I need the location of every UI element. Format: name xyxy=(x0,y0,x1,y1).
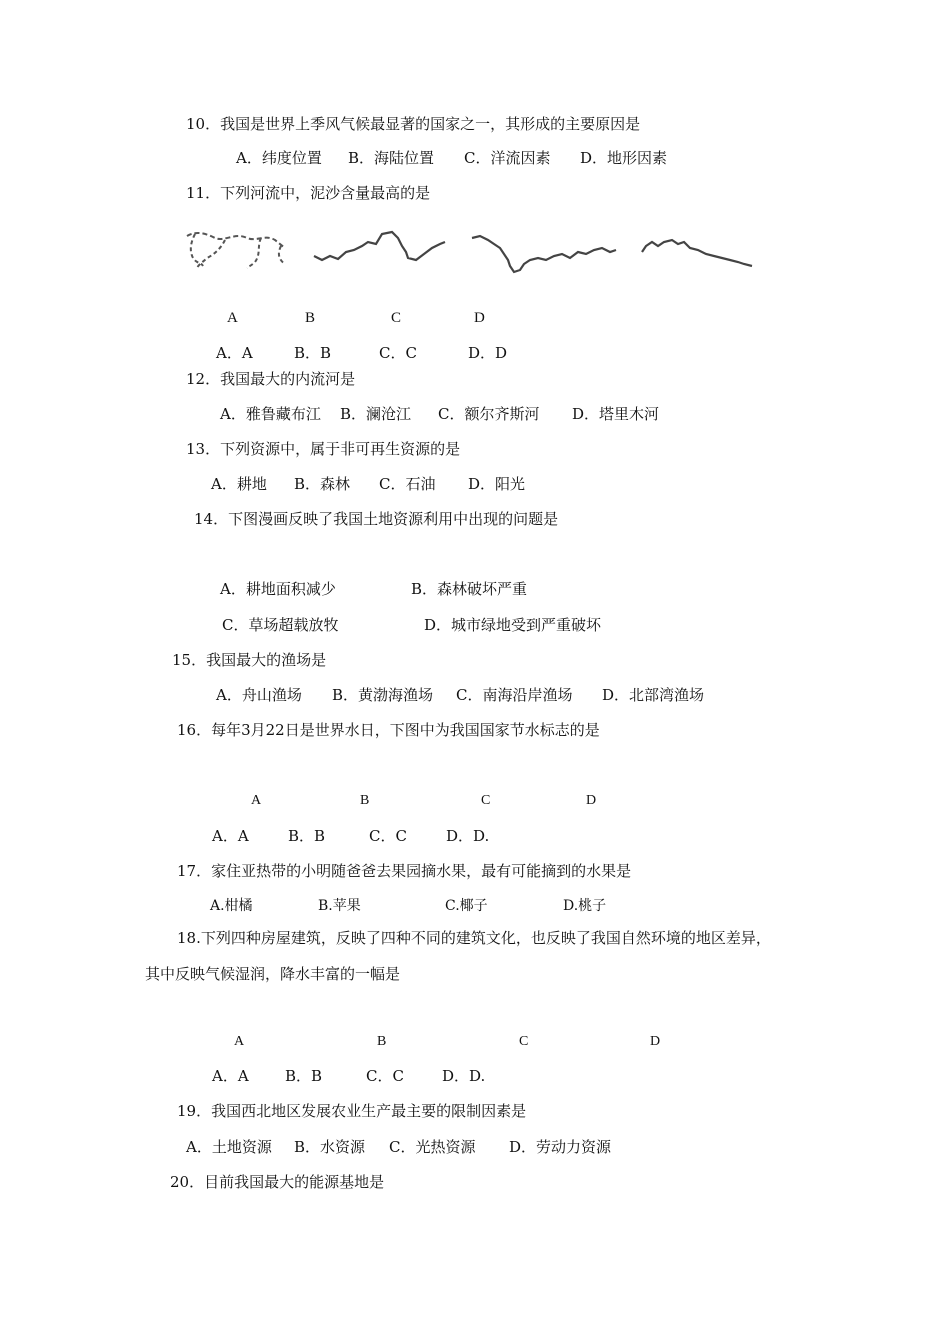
q15-option-c: C．南海沿岸渔场 xyxy=(456,686,573,704)
q10-option-a: A．纬度位置 xyxy=(236,149,322,167)
q19-option-a: A．土地资源 xyxy=(186,1138,272,1156)
q14-option-c: C．草场超载放牧 xyxy=(222,616,339,634)
q18-option-a: A．A xyxy=(212,1067,249,1085)
q16-option-d: D．D. xyxy=(446,827,490,845)
q16-figure-label-a: A xyxy=(251,793,262,808)
river-figure-c xyxy=(470,230,618,278)
question-20-stem: 20．目前我国最大的能源基地是 xyxy=(170,1173,385,1191)
q19-option-d: D．劳动力资源 xyxy=(509,1138,612,1156)
q19-option-b: B．水资源 xyxy=(294,1138,366,1156)
q11-option-b: B．B xyxy=(294,344,332,362)
q18-figure-label-c: C xyxy=(519,1034,529,1049)
q16-figure-label-b: B xyxy=(360,793,370,808)
q18-figure-label-a: A xyxy=(234,1034,245,1049)
q16-figure-label-d: D xyxy=(586,793,597,808)
q17-option-a: A.柑橘 xyxy=(210,898,253,914)
river-figure-b xyxy=(312,226,447,266)
q17-option-d: D.桃子 xyxy=(563,898,607,914)
q15-option-a: A．舟山渔场 xyxy=(216,686,302,704)
river-figure-a xyxy=(185,222,295,272)
q13-option-b: B．森林 xyxy=(294,475,351,493)
river-figure-d xyxy=(640,232,756,272)
q19-option-c: C．光热资源 xyxy=(389,1138,476,1156)
q10-option-c: C．洋流因素 xyxy=(464,149,551,167)
q12-option-c: C．额尔齐斯河 xyxy=(438,405,540,423)
question-10-stem: 10．我国是世界上季风气候最显著的国家之一，其形成的主要原因是 xyxy=(186,115,641,133)
q13-option-c: C．石油 xyxy=(379,475,436,493)
q16-option-b: B．B xyxy=(288,827,326,845)
q17-option-c: C.椰子 xyxy=(445,898,488,914)
q11-figure-label-a: A xyxy=(227,310,238,326)
q18-figure-label-b: B xyxy=(377,1034,387,1049)
q14-option-d: D．城市绿地受到严重破坏 xyxy=(424,616,602,634)
q16-figure-label-c: C xyxy=(481,793,491,808)
q12-option-d: D．塔里木河 xyxy=(572,405,660,423)
question-15-stem: 15．我国最大的渔场是 xyxy=(172,651,327,669)
q18-option-d: D．D. xyxy=(442,1067,486,1085)
q15-option-d: D．北部湾渔场 xyxy=(602,686,705,704)
q13-option-a: A．耕地 xyxy=(211,475,267,493)
q11-option-c: C．C xyxy=(379,344,417,362)
q11-option-d: D．D xyxy=(468,344,508,362)
q12-option-a: A．雅鲁藏布江 xyxy=(220,405,321,423)
question-13-stem: 13．下列资源中，属于非可再生资源的是 xyxy=(186,440,461,458)
q14-option-a: A．耕地面积减少 xyxy=(220,580,336,598)
q18-option-c: C．C xyxy=(366,1067,404,1085)
q18-option-b: B．B xyxy=(285,1067,323,1085)
question-14-stem: 14．下图漫画反映了我国土地资源利用中出现的问题是 xyxy=(194,510,559,528)
question-12-stem: 12．我国最大的内流河是 xyxy=(186,370,356,388)
question-19-stem: 19．我国西北地区发展农业生产最主要的限制因素是 xyxy=(177,1102,527,1120)
q11-figure-label-b: B xyxy=(305,310,316,326)
q17-option-b: B.苹果 xyxy=(318,898,361,914)
q16-option-a: A．A xyxy=(212,827,249,845)
q11-figure-label-d: D xyxy=(474,310,485,326)
q12-option-b: B．澜沧江 xyxy=(340,405,412,423)
q15-option-b: B．黄渤海渔场 xyxy=(332,686,434,704)
question-16-stem: 16．每年3月22日是世界水日，下图中为我国国家节水标志的是 xyxy=(177,721,600,739)
q14-option-b: B．森林破坏严重 xyxy=(411,580,528,598)
q10-option-d: D．地形因素 xyxy=(580,149,668,167)
q11-figure-label-c: C xyxy=(391,310,402,326)
q16-option-c: C．C xyxy=(369,827,407,845)
question-18-stem-line-1: 18.下列四种房屋建筑，反映了四种不同的建筑文化，也反映了我国自然环境的地区差异， xyxy=(177,929,771,947)
q13-option-d: D．阳光 xyxy=(468,475,526,493)
q18-figure-label-d: D xyxy=(650,1034,661,1049)
question-11-stem: 11．下列河流中，泥沙含量最高的是 xyxy=(186,184,431,202)
q11-option-a: A．A xyxy=(216,344,253,362)
question-18-stem-line-2: 其中反映气候湿润，降水丰富的一幅是 xyxy=(145,965,401,983)
question-17-stem: 17．家住亚热带的小明随爸爸去果园摘水果，最有可能摘到的水果是 xyxy=(177,862,632,880)
q10-option-b: B．海陆位置 xyxy=(348,149,435,167)
